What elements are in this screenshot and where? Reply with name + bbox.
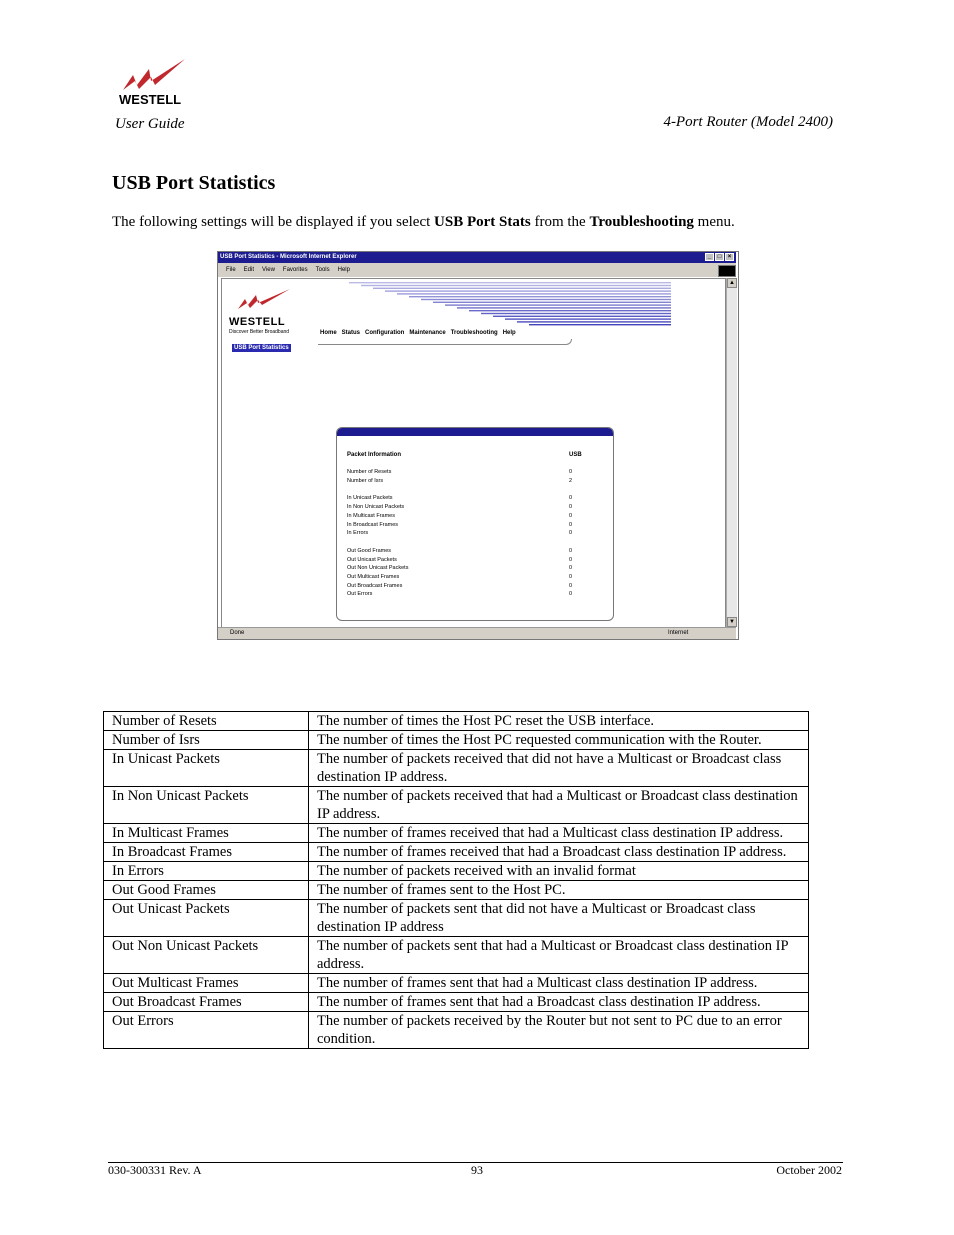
menu-view[interactable]: View	[262, 267, 275, 273]
description-cell: The number of frames received that had a Broadcast class destination IP address.	[309, 843, 809, 862]
header-user-guide: User Guide	[115, 116, 185, 132]
panel-stat-row	[347, 469, 577, 476]
term-cell: Out Errors	[104, 1012, 309, 1049]
panel-stat-value: 0	[569, 556, 573, 563]
term-cell: Out Multicast Frames	[104, 974, 309, 993]
svg-text:WESTELL: WESTELL	[119, 92, 182, 107]
window-titlebar: USB Port Statistics - Microsoft Internet Explorer _ □ ×	[218, 252, 736, 263]
panel-stat-label: Out Errors	[347, 591, 373, 598]
term-cell: Out Unicast Packets	[104, 900, 309, 937]
nav-underline	[318, 339, 572, 345]
footer-page-number: 93	[471, 1163, 483, 1177]
footer-docnum: 030-300331 Rev. A	[108, 1163, 202, 1177]
table-row	[104, 750, 809, 787]
westell-logo	[115, 55, 205, 107]
menu-favorites[interactable]: Favorites	[282, 267, 308, 273]
term-cell: In Broadcast Frames	[104, 843, 309, 862]
panel-stat-row	[347, 513, 577, 520]
status-zone: Internet	[668, 630, 689, 636]
scroll-up-icon[interactable]: ▲	[727, 278, 737, 288]
panel-stat-value: 0	[569, 582, 573, 589]
description-cell: The number of packets received that had a Multicast or Broadcast class destination IP address.	[309, 787, 809, 824]
description-cell: The number of packets received by the Router but not sent to PC due to an error condition.	[309, 1012, 809, 1049]
term-cell: Number of Resets	[104, 712, 309, 731]
close-icon[interactable]: ×	[725, 253, 734, 261]
packet-info-panel	[336, 427, 614, 621]
panel-stat-row	[347, 530, 577, 537]
status-bar	[218, 627, 736, 639]
panel-stat-row	[347, 565, 577, 572]
status-done: Done	[230, 630, 245, 636]
panel-stat-value: 0	[569, 547, 573, 554]
panel-stat-row	[347, 478, 577, 485]
description-cell: The number of times the Host PC reset the USB interface.	[309, 712, 809, 731]
panel-stat-value: 0	[569, 574, 573, 580]
table-row	[104, 824, 809, 843]
term-cell: In Non Unicast Packets	[104, 787, 309, 824]
term-cell: In Unicast Packets	[104, 750, 309, 787]
panel-stat-value: 0	[569, 504, 573, 511]
panel-stat-row	[347, 548, 577, 555]
panel-band	[337, 428, 613, 436]
panel-stat-value: 0	[569, 512, 573, 519]
term-cell: Number of Isrs	[104, 731, 309, 750]
panel-stat-label: In Unicast Packets	[347, 495, 393, 502]
browser-content	[221, 278, 726, 629]
description-cell: The number of packets sent that had a Multicast or Broadcast class destination IP address.	[309, 937, 809, 974]
panel-stat-label: Out Multicast Frames	[347, 574, 400, 580]
panel-stat-label: In Non Unicast Packets	[347, 504, 405, 511]
table-row	[104, 787, 809, 824]
term-cell: Out Good Frames	[104, 881, 309, 900]
term-cell: In Multicast Frames	[104, 824, 309, 843]
panel-stat-row	[347, 495, 577, 502]
footer-date: October 2002	[776, 1163, 842, 1177]
panel-stat-row	[347, 522, 577, 529]
term-cell: In Errors	[104, 862, 309, 881]
nav-configuration[interactable]: Configuration	[365, 330, 405, 336]
nav-troubleshooting[interactable]: Troubleshooting	[450, 330, 498, 336]
panel-stat-value: 0	[569, 521, 573, 528]
table-row	[104, 900, 809, 937]
scroll-down-icon[interactable]: ▼	[727, 617, 737, 627]
panel-heading	[347, 452, 582, 459]
small-logo-tagline: Discover Better Broadband	[229, 329, 290, 335]
panel-stat-label: Out Unicast Packets	[347, 556, 397, 563]
table-row	[104, 712, 809, 731]
nav-maintenance[interactable]: Maintenance	[409, 330, 446, 336]
table-row	[104, 937, 809, 974]
header-product: 4-Port Router (Model 2400)	[663, 114, 833, 130]
description-cell: The number of packets received that did not have a Multicast or Broadcast class destination IP address.	[309, 750, 809, 787]
description-cell: The number of frames sent to the Host PC.	[309, 881, 809, 900]
panel-stat-row	[347, 591, 577, 598]
panel-stat-value: 2	[569, 477, 573, 484]
panel-stat-label: In Multicast Frames	[347, 512, 395, 519]
panel-stat-label: In Errors	[347, 530, 369, 537]
maximize-icon[interactable]: □	[715, 253, 724, 261]
panel-stat-value: 0	[569, 469, 573, 475]
table-row	[104, 843, 809, 862]
menu-file[interactable]: File	[226, 267, 236, 273]
panel-stat-row	[347, 504, 577, 511]
panel-stat-value: 0	[569, 565, 573, 572]
description-cell: The number of times the Host PC requested communication with the Router.	[309, 731, 809, 750]
minimize-icon[interactable]: _	[705, 253, 714, 261]
panel-stat-row	[347, 583, 577, 590]
menu-edit[interactable]: Edit	[243, 267, 255, 273]
term-cell: Out Non Unicast Packets	[104, 937, 309, 974]
description-cell: The number of frames sent that had a Broadcast class destination IP address.	[309, 993, 809, 1012]
term-cell: Out Broadcast Frames	[104, 993, 309, 1012]
table-row	[104, 974, 809, 993]
panel-stat-row	[347, 557, 577, 564]
menu-bar	[218, 263, 736, 277]
description-cell: The number of packets sent that did not have a Multicast or Broadcast class destination IP address	[309, 900, 809, 937]
page-title: USB Port Statistics	[112, 172, 276, 194]
windows-logo-icon	[718, 265, 736, 277]
panel-stat-label: In Broadcast Frames	[347, 521, 399, 528]
nav-home[interactable]: Home	[320, 330, 337, 336]
definitions-table	[103, 711, 809, 1049]
panel-stat-label: Out Non Unicast Packets	[347, 565, 409, 572]
header-stripes	[349, 282, 671, 326]
panel-stat-value: 0	[569, 495, 573, 502]
panel-stat-label: Packet Information	[347, 452, 402, 458]
menu-help[interactable]: Help	[337, 267, 350, 273]
panel-stat-value: 0	[569, 530, 573, 537]
table-row	[104, 862, 809, 881]
nav-help[interactable]: Help	[502, 330, 516, 336]
table-row	[104, 1012, 809, 1049]
panel-stat-label: Number of Isrs	[347, 477, 384, 484]
top-nav	[320, 330, 521, 336]
panel-stat-label: Out Good Frames	[347, 547, 392, 554]
table-row	[104, 731, 809, 750]
vertical-scrollbar[interactable]	[726, 278, 737, 627]
menu-tools[interactable]: Tools	[315, 267, 330, 273]
page-header-badge: USB Port Statistics	[234, 345, 289, 351]
small-logo-text: WESTELL	[229, 316, 286, 328]
description-cell: The number of frames received that had a Multicast class destination IP address.	[309, 824, 809, 843]
intro-paragraph: The following settings will be displayed if you select USB Port Stats from the Troubleshooting menu.	[112, 214, 735, 230]
table-row	[104, 993, 809, 1012]
table-row	[104, 881, 809, 900]
description-cell: The number of packets received with an invalid format	[309, 862, 809, 881]
browser-screenshot	[217, 251, 739, 640]
nav-status[interactable]: Status	[341, 330, 361, 336]
panel-stat-value: 0	[569, 591, 573, 598]
description-cell: The number of frames sent that had a Multicast class destination IP address.	[309, 974, 809, 993]
panel-stat-value: USB	[569, 452, 582, 458]
panel-stat-label: Out Broadcast Frames	[347, 582, 403, 589]
westell-small-logo	[234, 287, 304, 315]
panel-stat-label: Number of Resets	[347, 469, 392, 475]
panel-stat-row	[347, 574, 577, 581]
